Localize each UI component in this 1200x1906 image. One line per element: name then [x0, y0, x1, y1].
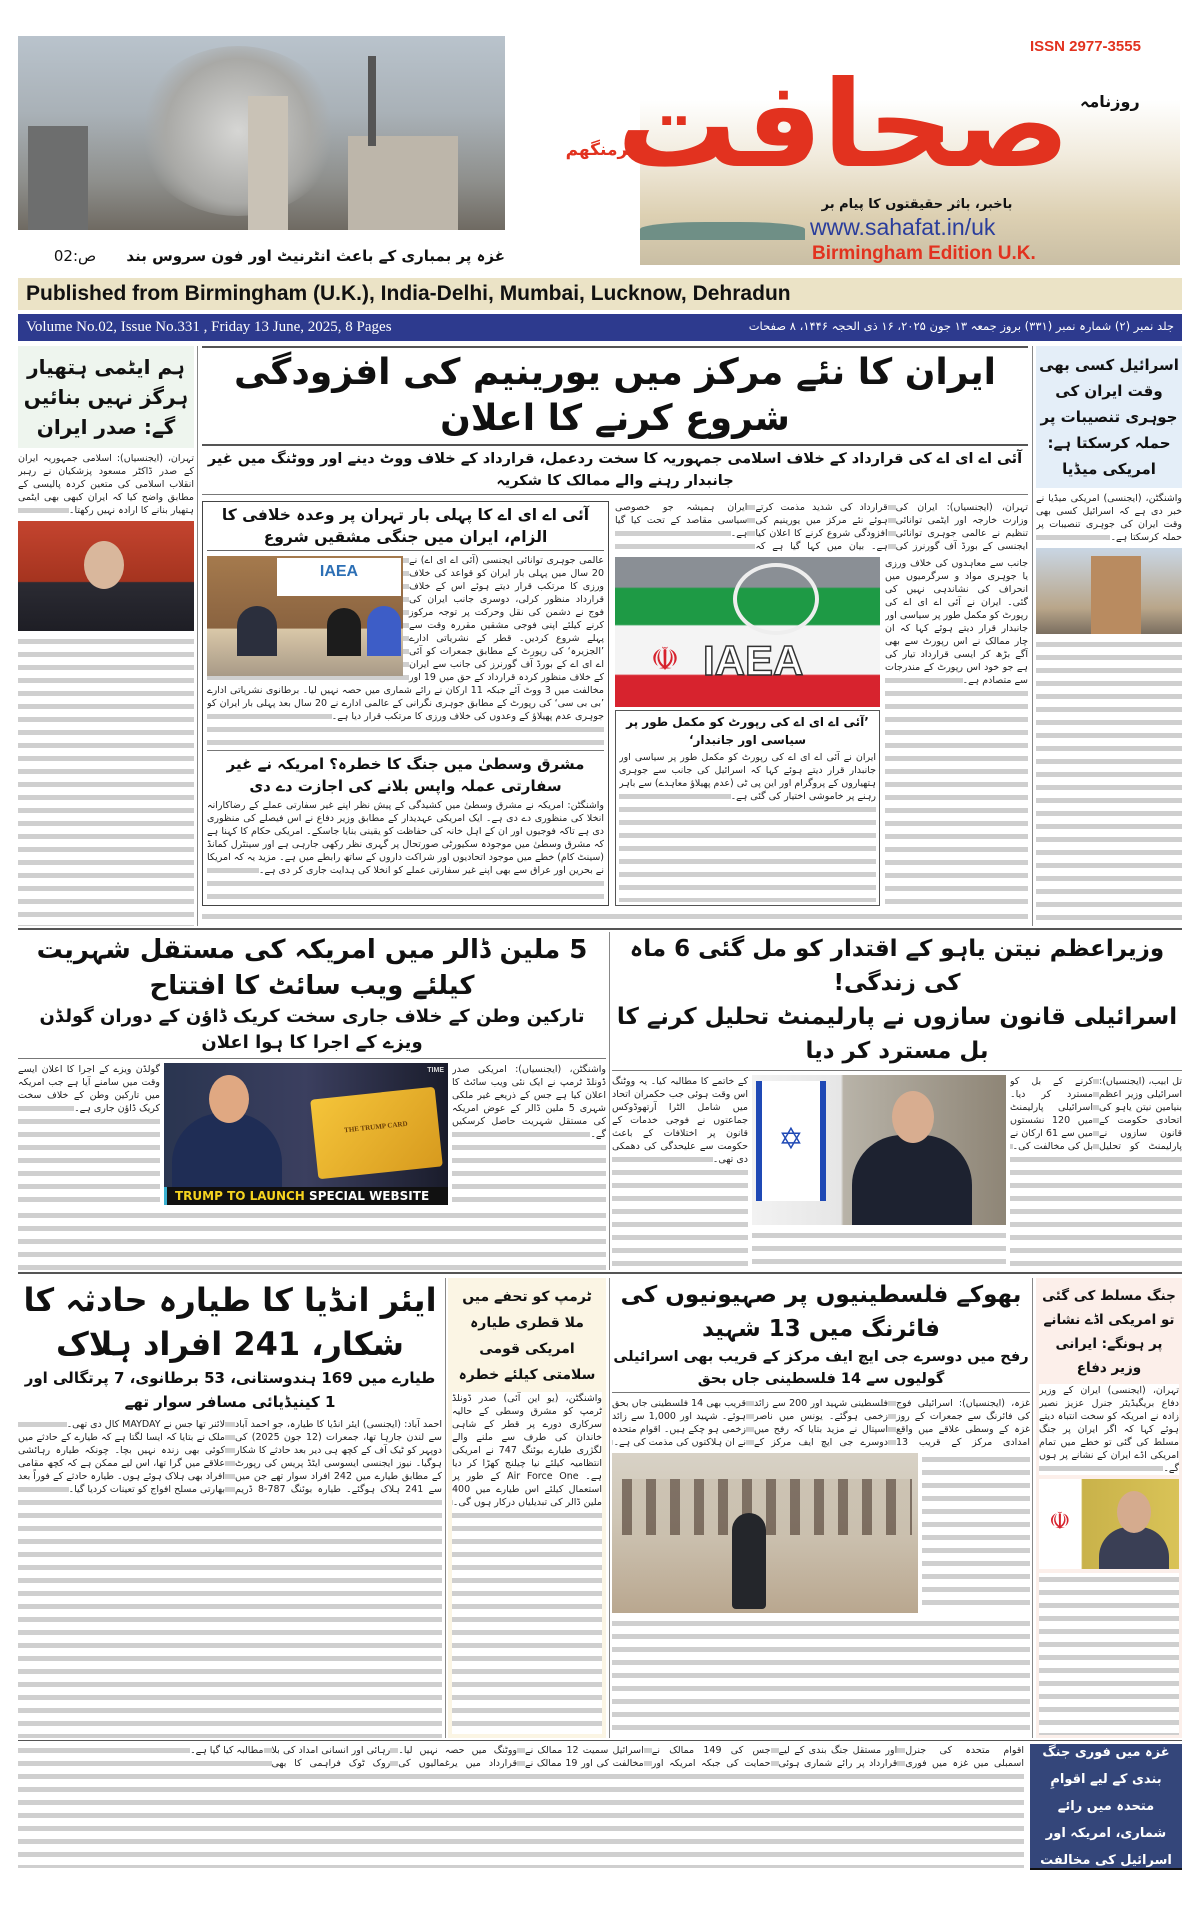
- column-divider: [1032, 346, 1033, 926]
- iran-defense-body-continued: [1039, 1573, 1179, 1735]
- netanyahu-photo: [752, 1075, 1006, 1225]
- qatar-jet-body: واشنگٹن، (یو این آئی) صدر ڈونلڈ ٹرمپ کو مشرق وسطی کے حالیہ سرکاری دورے پر قطر کے شاہی خاندان کی طرف سے ملنے والے لگژری طیارے بوئنگ 747 نے امریکی انتظامیہ کیلئے نیا چیلنج کھڑا کر دیا ہے۔ Air Force One کے طور پر استعمال کیلئے اس طیارے میں 400 ملین ڈالر کی تبدیلیاں درکار ہوں گی۔: [452, 1392, 602, 1734]
- air-india-body: احمد آباد: (ایجنسی) ایئر انڈیا کا طیارہ، جو احمد آباد سے لندن جارہا تھا، جمعرات (12 جون 2025) کی دوپہر کو ٹیک آف کے کچھ ہی دیر بعد حادثے کا شکار ہوگیا۔ نیوز ایجنسی ایسوسی ایٹڈ پریس کی رپورٹ کے مطابق طیارے میں 242 افراد سوار تھے جن میں سے 241 ہلاک ہوگئے۔ طیارہ بوئنگ 787-8 ڈریم لائنر تھا جس نے MAYDAY کال دی تھی۔ ملک نے بتایا کہ ایسا لگتا ہے کہ طیارے کے حادثے میں کوئی بھی زندہ نہیں بچا۔ چونکہ طیارہ رہائشی علاقے میں گرا تھا، اس لیے ممکن ہے کہ کچھ مقامی افراد بھی ہلاک ہوئے ہوں۔ طیارہ حادثے کے فوراً بعد بھارتی مسلح افواج کو تعینات کردیا گیا۔: [18, 1418, 442, 1738]
- golden-visa-body-continued: گولڈن ویزے کے اجرا کا اعلان ایسے وقت میں سامنے آیا ہے جب امریکہ میں تارکین وطن کے خلاف سخت کریک ڈاؤن جاری ہے۔: [18, 1063, 160, 1205]
- iaea-box-headline: آئی اے ای اے کا پہلی بار تہران پر وعدہ خلافی کا الزام، ایران میں جنگی مشقیں شروع: [207, 502, 604, 551]
- tagline: باخبر، باثر حقیقتوں کا پیام بر: [821, 197, 1013, 212]
- un-vote-body: اقوام متحدہ کی جنرل اسمبلی میں غزہ میں فوری اور مستقل جنگ بندی کے لیے قرارداد پر رائے شماری ہوئی جس کی 149 ممالک نے حمایت کی جبکہ امریکہ اور اسرائیل سمیت 12 ممالک نے مخالفت کی اور 19 ممالک نے ووٹنگ میں حصہ نہیں لیا۔ قرارداد میں یرغمالیوں کی رہائی اور انسانی امداد کی بلا روک ٹوک فراہمی کا بھی مطالبہ کیا گیا ہے۔: [18, 1744, 1024, 1868]
- golden-visa-body-bottom: [18, 1209, 606, 1270]
- netanyahu-body: تل ابیب، (ایجنسیاں): اسرائیلی وزیر اعظم بنیامین نیتن یاہو کی اتحادی حکومت کے قانون سازوں نے پارلیمنٹ کو تحلیل کرنے کے بل کو مسترد کر دیا۔ اسرائیلی پارلیمنٹ میں 120 نشستوں میں سے 61 ارکان نے بل کی مخالفت کی۔: [1010, 1075, 1182, 1270]
- netanyahu-section: [612, 932, 1182, 1270]
- gaza-photo-row: [612, 1453, 1030, 1613]
- lead-section: [202, 346, 1028, 926]
- lead-body-continued: جانب سے معاہدوں کی خلاف ورزی یا جوہری مواد و سرگرمیوں میں انحراف کی نشاندہی نہیں کی گئی۔ ایران نے آئی اے ای اے کی رپورٹ کو مکمل طور پر سیاسی اور جانبدار قرار دیتے ہوئے کہا کہ ان چار ممالک نے اس رپورٹ سے بھی آگے بڑھ کر ایسی قرارداد تیار کی ہے جو خود اس رپورٹ کے مندرجات سے متصادم ہے۔: [885, 557, 1028, 906]
- building: [248, 96, 288, 230]
- page-reference: ص:02: [53, 247, 97, 265]
- rule: [18, 1272, 1182, 1274]
- time-badge: TIME: [427, 1067, 444, 1074]
- netanyahu-figure: [852, 1135, 972, 1225]
- person: [237, 606, 277, 656]
- city-label: برمنگھم: [565, 140, 635, 160]
- smoke-plume: [138, 46, 338, 216]
- pezeshkian-photo: [18, 521, 194, 631]
- column-divider: [197, 346, 198, 926]
- dateline-bar: [18, 314, 1182, 341]
- building: [28, 126, 88, 230]
- gaza-subheadline: رفح میں دوسرے جی ایچ ایف مرکز کے قریب بھی اسرائیلی گولیوں سے 14 فلسطینی جاں بحق: [613, 1349, 1029, 1387]
- iran-defense-headline: جنگ مسلط کی گئی تو امریکی اڈے نشانے پر ہونگے: ایرانی وزیر دفاع: [1042, 1288, 1176, 1376]
- right-column-headline-box: [1036, 346, 1182, 488]
- gaza-body-side: [922, 1453, 1030, 1613]
- caption-yellow: TRUMP TO LAUNCH: [175, 1189, 305, 1203]
- iran-emblem-icon: ☫: [650, 640, 680, 678]
- qatar-jet-box: [448, 1278, 606, 1738]
- iaea-emblem-icon: [733, 563, 819, 635]
- person: [327, 608, 361, 656]
- rule: [202, 494, 1028, 495]
- quote-box: [615, 710, 880, 906]
- tower: [368, 56, 376, 146]
- trump-card-photo: [164, 1063, 448, 1205]
- dateline-urdu: جلد نمبر (۲) شمارہ نمبر (۳۳۱) بروز جمعہ ۱۳ جون ۲۰۲۵، ۱۶ ذی الحجہ ۱۴۴۶، ۸ صفحات: [748, 319, 1174, 333]
- lead-headline: ایران کا نئے مرکز میں یورینیم کی افزودگی شروع کرنے کا اعلان: [233, 352, 997, 439]
- israel-strike-body: واشنگٹن، (ایجنسی) امریکی میڈیا نے خبر دی ہے کہ اسرائیل کسی بھی وقت ایران کی جوہری تنصیبات پر حملہ کرسکتا ہے۔: [1036, 493, 1182, 543]
- iran-president-body-continued: [18, 635, 194, 926]
- iran-defense-minister-photo: [1039, 1479, 1179, 1569]
- column-divider: [445, 1278, 446, 1738]
- column-divider: [609, 1278, 610, 1738]
- iran-defense-body: تہران، (ایجنسی) ایران کے وزیر دفاع بریگیڈیئر جنرل عزیز نصیر زادہ نے امریکہ کو سخت انتباہ دیتے ہوئے کہا کہ اگر ایران پر جنگ مسلط کی گئی تو خطے میں تمام امریکی اڈے ایران کے نشانے پر ہوں گے۔: [1039, 1385, 1179, 1474]
- person-head: [84, 541, 124, 589]
- netanyahu-body-continued: کے خاتمے کا مطالبہ کیا۔ یہ ووٹنگ اس وقت ہوئی جب حکمران اتحاد میں شامل الٹرا آرتھوڈوکس جماعتوں نے فوجی خدمات کے قانون پر اختلافات کے باعث حکومت سے علیحدگی کی دھمکی دی تھی۔: [612, 1075, 748, 1270]
- issn: ISSN 2977-3555: [1030, 38, 1141, 55]
- gold-card: [310, 1087, 443, 1180]
- netanyahu-body-bottom: [752, 1229, 1006, 1270]
- building: [348, 136, 458, 230]
- iaea-box-body: IAEA عالمی جوہری توانائی ایجنسی (آئی اے ای اے) نے 20 سال میں پہلی بار ایران کو قواعد کی خلاف ورزی کا مرتکب قرار دیتے ہوئے اس کے خلاف قرارداد منظور کرلی، دوسری جانب ایران کی فوج نے دشمن کی نقل وحرکت پر توجہ مرکوز کرنے کیلئے اپنی فوجی مشقیں مقررہ وقت سے پہلے شروع کردیں۔ قطر کے نشریاتی ادارے ’الجزیرہ‘ کی رپورٹ کے مطابق جمعرات کو آئی اے ای اے کے بورڈ آف گورنرز کی جانب سے ایران کے خلاف منظور کردہ قرارداد کے حق میں 19 اور مخالفت میں 3 ووٹ آئے جبکہ 11 ارکان نے رائے شماری میں حصہ نہیں لیا۔ برطانوی نشریاتی ادارے ’بی بی سی‘ کی رپورٹ کے مطابق جوہری نگرانی کے عالمی ادارے نے 20 سال بعد پہلی بار ایران کو جوہری عدم پھیلاؤ کے وعدوں کی خلاف ورزی کا مرتکب قرار دیا ہے۔: [207, 554, 604, 747]
- rule: [612, 1392, 1030, 1393]
- golden-visa-body: واشنگٹن، (ایجنسیاں): امریکی صدر ڈونلڈ ٹرمپ نے ایک نئی ویب سائٹ کا اعلان کیا ہے جس کے ذریعے غیر ملکی شہری 5 ملین ڈالر کے عوض امریکہ کی مستقل شہریت حاصل کرسکیں گے۔: [452, 1063, 606, 1205]
- quote-headline: ’آئی اے ای اے کی رپورٹ کو مکمل طور پر سیاسی اور جانبدار‘: [626, 715, 869, 747]
- iran-defense-box: [1036, 1278, 1182, 1738]
- gaza-body-bottom: [612, 1617, 1030, 1738]
- un-vote-headline: غزہ میں فوری جنگ بندی کے لیے اقوامِ متحدہ میں رائے شماری، امریکہ اور اسرائیل کی مخالفت: [1040, 1744, 1172, 1868]
- iaea-image-text: IAEA: [703, 637, 804, 684]
- minister-head: [1117, 1491, 1151, 1533]
- israel-strike-body-continued: [1036, 638, 1182, 926]
- crowd: [622, 1479, 912, 1535]
- rule: [18, 1058, 606, 1059]
- column-divider: [609, 932, 610, 1270]
- roznama-label: روزنامہ: [1080, 92, 1140, 111]
- iran-president-headline: ہم ایٹمی ہتھیار ہرگز نہیں بنائیں گے: صدر ایران: [23, 355, 189, 439]
- israel-strike-headline: اسرائیل کسی بھی وقت ایران کی جوہری تنصیبات پر حملہ کرسکتا ہے: امریکی میڈیا: [1039, 356, 1179, 478]
- iaea-sign: IAEA: [277, 558, 401, 596]
- iran-president-body: تہران، (ایجنسیاں): اسلامی جمہوریہ ایران کے صدر ڈاکٹر مسعود پزشکیان نے رہبر انقلاب اسلامی کی متعین کردہ پالیسی کے مطابق واضح کیا کہ ایران کبھی بھی ایٹمی ہتھیار بنانے کا ارادہ نہیں رکھتا۔: [18, 453, 194, 516]
- netanyahu-head: [892, 1091, 934, 1143]
- us-building-photo: [1036, 548, 1182, 634]
- mideast-body: واشنگٹن: امریکہ نے مشرق وسطیٰ میں کشیدگی کے پیش نظر اپنے غیر سفارتی عملے کے رضاکارانہ انخلا کی منظوری دے دی ہے۔ ایک امریکی عہدیدار کے مطابق وزیر دفاع نے اس فیصلے کی منظوری دی ہے تاکہ فوجیوں اور ان کے اہل خانہ کی حفاظت کو یقینی بنایا جاسکے۔ امریکی حکام کا کہنا ہے کہ مشرق وسطیٰ میں موجودہ سکیورٹی صورتحال پر گہری نظر رکھی جارہی ہے اور سینٹرل کمانڈ (سینٹ کام) خطے میں موجود اتحادیوں اور شراکت داروں کے ساتھ رابطے میں ہے۔ مزید یہ کہ امریکا نے بحرین اور عراق سے بھی اپنے غیر سفارتی عملے کو انخلا کی ہدایت جاری کر دی ہے۔: [207, 799, 604, 901]
- gaza-body: غزہ، (ایجنسیاں): اسرائیلی فوج کی فائرنگ سے جمعرات کے روز غزہ کے وسطی علاقے میں واقع امدادی مرکز کے قریب 13 فلسطینی شہید اور 200 سے زائد زخمی ہوگئے۔ یونس میں ناصر اسپتال نے مزید بتایا کہ رفح میں دوسرے جی ایچ ایف مرکز کے قریب بھی 14 فلسطینی جاں بحق ہوئے۔ شہید اور 1,000 سے زائد زخمی ہو چکے ہیں۔ اقوام متحدہ نے ان ہلاکتوں کی مذمت کی ہے۔: [612, 1398, 1030, 1448]
- published-from-band: [18, 278, 1182, 310]
- caption-white: SPECIAL WEBSITE: [309, 1189, 430, 1203]
- left-column: [18, 346, 194, 926]
- website-link[interactable]: www.sahafat.in/uk: [810, 214, 996, 240]
- netanyahu-photo-column: [752, 1075, 1006, 1270]
- netanyahu-row: [612, 1075, 1182, 1270]
- edition-label: Birmingham Edition U.K.: [812, 243, 1036, 264]
- rule: [18, 1740, 1182, 1741]
- building: [1091, 556, 1141, 634]
- image-quote-column: [615, 557, 880, 906]
- iran-flag-emblem: ☫: [1049, 1507, 1071, 1535]
- golden-visa-section: [18, 932, 606, 1270]
- gaza-headline: بھوکے فلسطینیوں پر صہیونیوں کی فائرنگ میں 13 شہید: [620, 1282, 1022, 1342]
- newspaper-logo: صحافت: [616, 56, 1070, 195]
- iaea-story-box: [202, 501, 609, 906]
- photo-caption-bar: [164, 1187, 448, 1205]
- air-india-section: [18, 1278, 442, 1738]
- air-india-subheadline: طیارے میں 169 ہندوستانی، 53 برطانوی، 7 پرتگالی اور 1 کینیڈیائی مسافر سوار تھے: [24, 1369, 436, 1411]
- left-column-headline-box: [18, 346, 194, 448]
- minister-figure: [1099, 1527, 1169, 1569]
- rule: [18, 928, 1182, 930]
- lead-body: تہران، (ایجنسیاں): ایران کی وزارت خارجہ اور ایٹمی توانائی تنظیم نے عالمی جوہری توانائی ایجنسی کے بورڈ آف گورنرز کی قرارداد کی شدید مذمت کرتے ہوئے نئے مرکز میں یورینیم کی افزودگی شروع کرنے کا اعلان کیا ہے۔ بیان میں کہا گیا ہے کہ ایران ہمیشہ جو خصوصی سیاسی مقاصد کے تحت کیا گیا ہے۔: [615, 502, 1028, 552]
- netanyahu-subheadline: اسرائیلی قانون سازوں نے پارلیمنٹ تحلیل کرنے کا بل مسترد کر دیا: [616, 1004, 1178, 1064]
- gaza-aid-photo: [612, 1453, 918, 1613]
- golden-visa-headline: 5 ملین ڈالر میں امریکہ کی مستقل شہریت کیلئے ویب سائٹ کا افتتاح: [36, 935, 588, 1001]
- qatar-jet-headline: ٹرمپ کو تحفے میں ملا قطری طیارہ امریکی قومی سلامتی کیلئے خطرہ: [458, 1289, 596, 1383]
- mideast-headline: مشرق وسطیٰ میں جنگ کا خطرہ؟ امریکہ نے غیر سفارتی عملہ واپس بلانے کی اجازت دے دی: [226, 755, 585, 795]
- right-column: [1036, 346, 1182, 926]
- published-from-text: Published from Birmingham (U.K.), India-Delhi, Mumbai, Lucknow, Dehradun: [26, 282, 791, 305]
- running-man: [732, 1513, 766, 1609]
- golden-visa-row: [18, 1063, 606, 1205]
- air-india-headline: ایئر انڈیا کا طیارہ حادثہ کا شکار، 241 افراد ہلاک: [23, 1281, 437, 1363]
- card-text: THE TRUMP CARD: [343, 1119, 408, 1135]
- lead-content-row: [202, 501, 1028, 906]
- photo-caption: غزہ پر بمباری کے باعث انٹرنیٹ اور فون سروس بند: [126, 247, 505, 265]
- un-vote-box: [1030, 1744, 1182, 1870]
- column-divider: [1032, 1278, 1033, 1738]
- gaza-section: [612, 1278, 1030, 1738]
- gaza-bombing-photo: [18, 36, 505, 230]
- person: [367, 606, 401, 656]
- lead-subheadline: آئی اے ای اے کی قرارداد کے خلاف اسلامی جمہوریہ کا سخت ردعمل، قرارداد کے خلاف ووٹ دینے اور ووٹنگ میں غیر جانبدار رہنے والے ممالک کا شکریہ: [207, 451, 1023, 489]
- israel-flag: ✡: [756, 1081, 826, 1201]
- bridge: [640, 222, 805, 240]
- rule: [612, 1070, 1182, 1071]
- lead-right-part: [615, 501, 1028, 906]
- dateline-english: Volume No.02, Issue No.331 , Friday 13 June, 2025, 8 Pages: [26, 319, 392, 335]
- lead-body-bottom: [202, 910, 1028, 926]
- golden-visa-subheadline: تارکین وطن کے خلاف جاری سخت کریک ڈاؤن کے دوران گولڈن ویزے کے اجرا کا ہوا اعلان: [39, 1006, 585, 1053]
- netanyahu-headline: وزیراعظم نیتن یاہو کے اقتدار کو مل گئی 6 ماہ کی زندگی!: [629, 936, 1165, 996]
- trump-head: [209, 1075, 249, 1123]
- iaea-meeting-photo: [207, 556, 403, 676]
- iran-iaea-image: [615, 557, 880, 707]
- lead-image-row: [615, 557, 1028, 906]
- quote-body: ایران نے آئی اے ای اے کی رپورٹ کو مکمل طور پر سیاسی اور جانبدار قرار دیتے ہوئے کہا کہ اسرائیل کی جانب سے جوہری ہتھیاروں کے پروگرام اور این پی ٹی (عدم پھیلاؤ معاہدے) سے باہر رہنے پر خاموشی اختیار کی گئی ہے۔: [619, 751, 876, 902]
